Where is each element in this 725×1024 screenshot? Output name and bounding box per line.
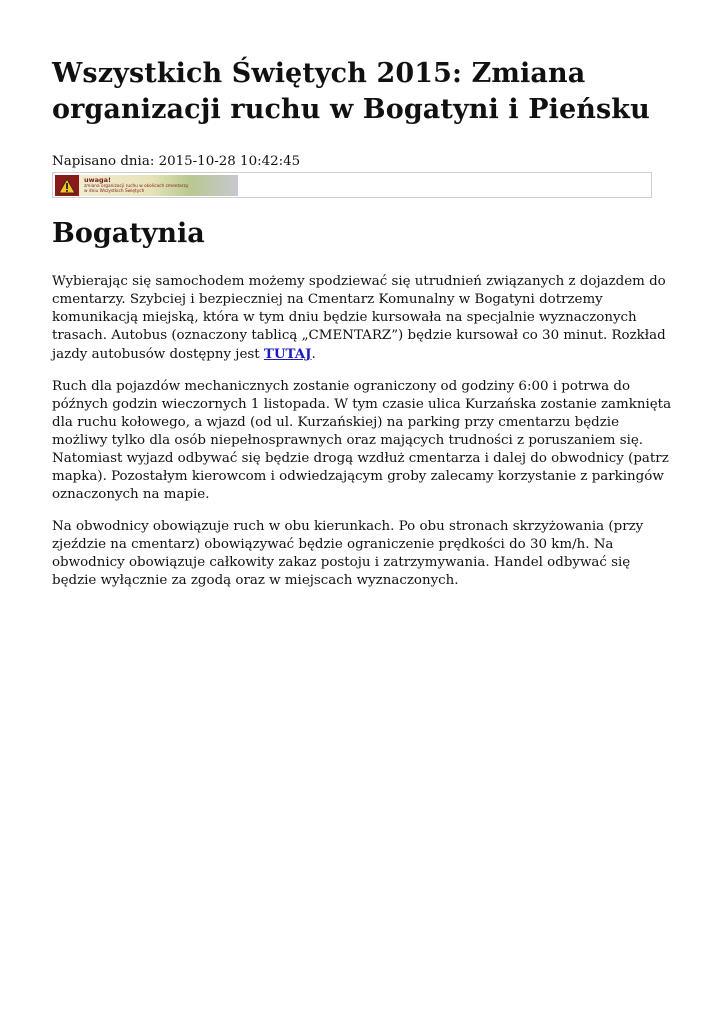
banner-text bbox=[79, 175, 238, 196]
section-heading: Bogatynia bbox=[52, 218, 205, 249]
timetable-link[interactable]: TUTAJ bbox=[263, 346, 312, 362]
paragraph-1-end: . bbox=[311, 347, 316, 362]
paragraph-2: Ruch dla pojazdów mechanicznych zostanie ograniczony od godziny 6:00 i potrwa do późnych godzin wieczornych 1 listopada. W tym czasie ulica Kurzańska zostanie zamknięta dla ruchu kołowego, a wjazd (od ul. Kurzańskiej) na parking przy cmentarzu będzie możliwy tylko dla osób niepełnosprawnych oraz mających trudności z poruszaniem się. Natomiast wyjazd odbywać się będzie drogą wzdłuż cmentarza i dalej do obwodnicy (patrz mapka). Pozostałym kierowcom i odwiedzającym groby zalecamy korzystanie z parkingów oznaczonych na mapie. bbox=[52, 379, 672, 502]
article-title: Wszystkich Świętych 2015: Zmiana organizacji ruchu w Bogatyni i Pieńsku bbox=[52, 58, 650, 125]
article bbox=[52, 56, 677, 590]
post-date: Napisano dnia: 2015-10-28 10:42:45 bbox=[52, 154, 301, 169]
banner-heading: uwaga! bbox=[84, 176, 112, 184]
banner-line-2: w dniu Wszystkich Świętych bbox=[84, 189, 145, 194]
paragraph-1 bbox=[52, 273, 677, 364]
warning-banner[interactable] bbox=[55, 175, 238, 196]
banner-frame bbox=[52, 172, 652, 198]
paragraph-3: Na obwodnicy obowiązuje ruch w obu kierunkach. Po obu stronach skrzyżowania (przy zjeździe na cmentarz) obowiązywać będzie ograniczenie prędkości do 30 km/h. Na obwodnicy obowiązuje całkowity zakaz postoju i zatrzymywania. Handel odbywać się będzie wyłącznie za zgodą oraz w miejscach wyznaczonych. bbox=[52, 519, 644, 588]
warning-triangle-icon bbox=[55, 175, 79, 196]
paragraph-1-text: Wybierając się samochodem możemy spodziewać się utrudnień związanych z dojazdem do cmentarzy. Szybciej i bezpieczniej na Cmentarz Komunalny w Bogatyni dotrzemy komunikacją miejską, która w tym dniu będzie kursowała na specjalnie wyznaczonych trasach. Autobus (oznaczony tablicą „CMENTARZ”) będzie kursował co 30 minut. Rozkład jazdy autobusów dostępny jest bbox=[52, 274, 666, 362]
banner-line-1: zmiana organizacji ruchu w okolicach cmentarzy bbox=[84, 184, 189, 189]
